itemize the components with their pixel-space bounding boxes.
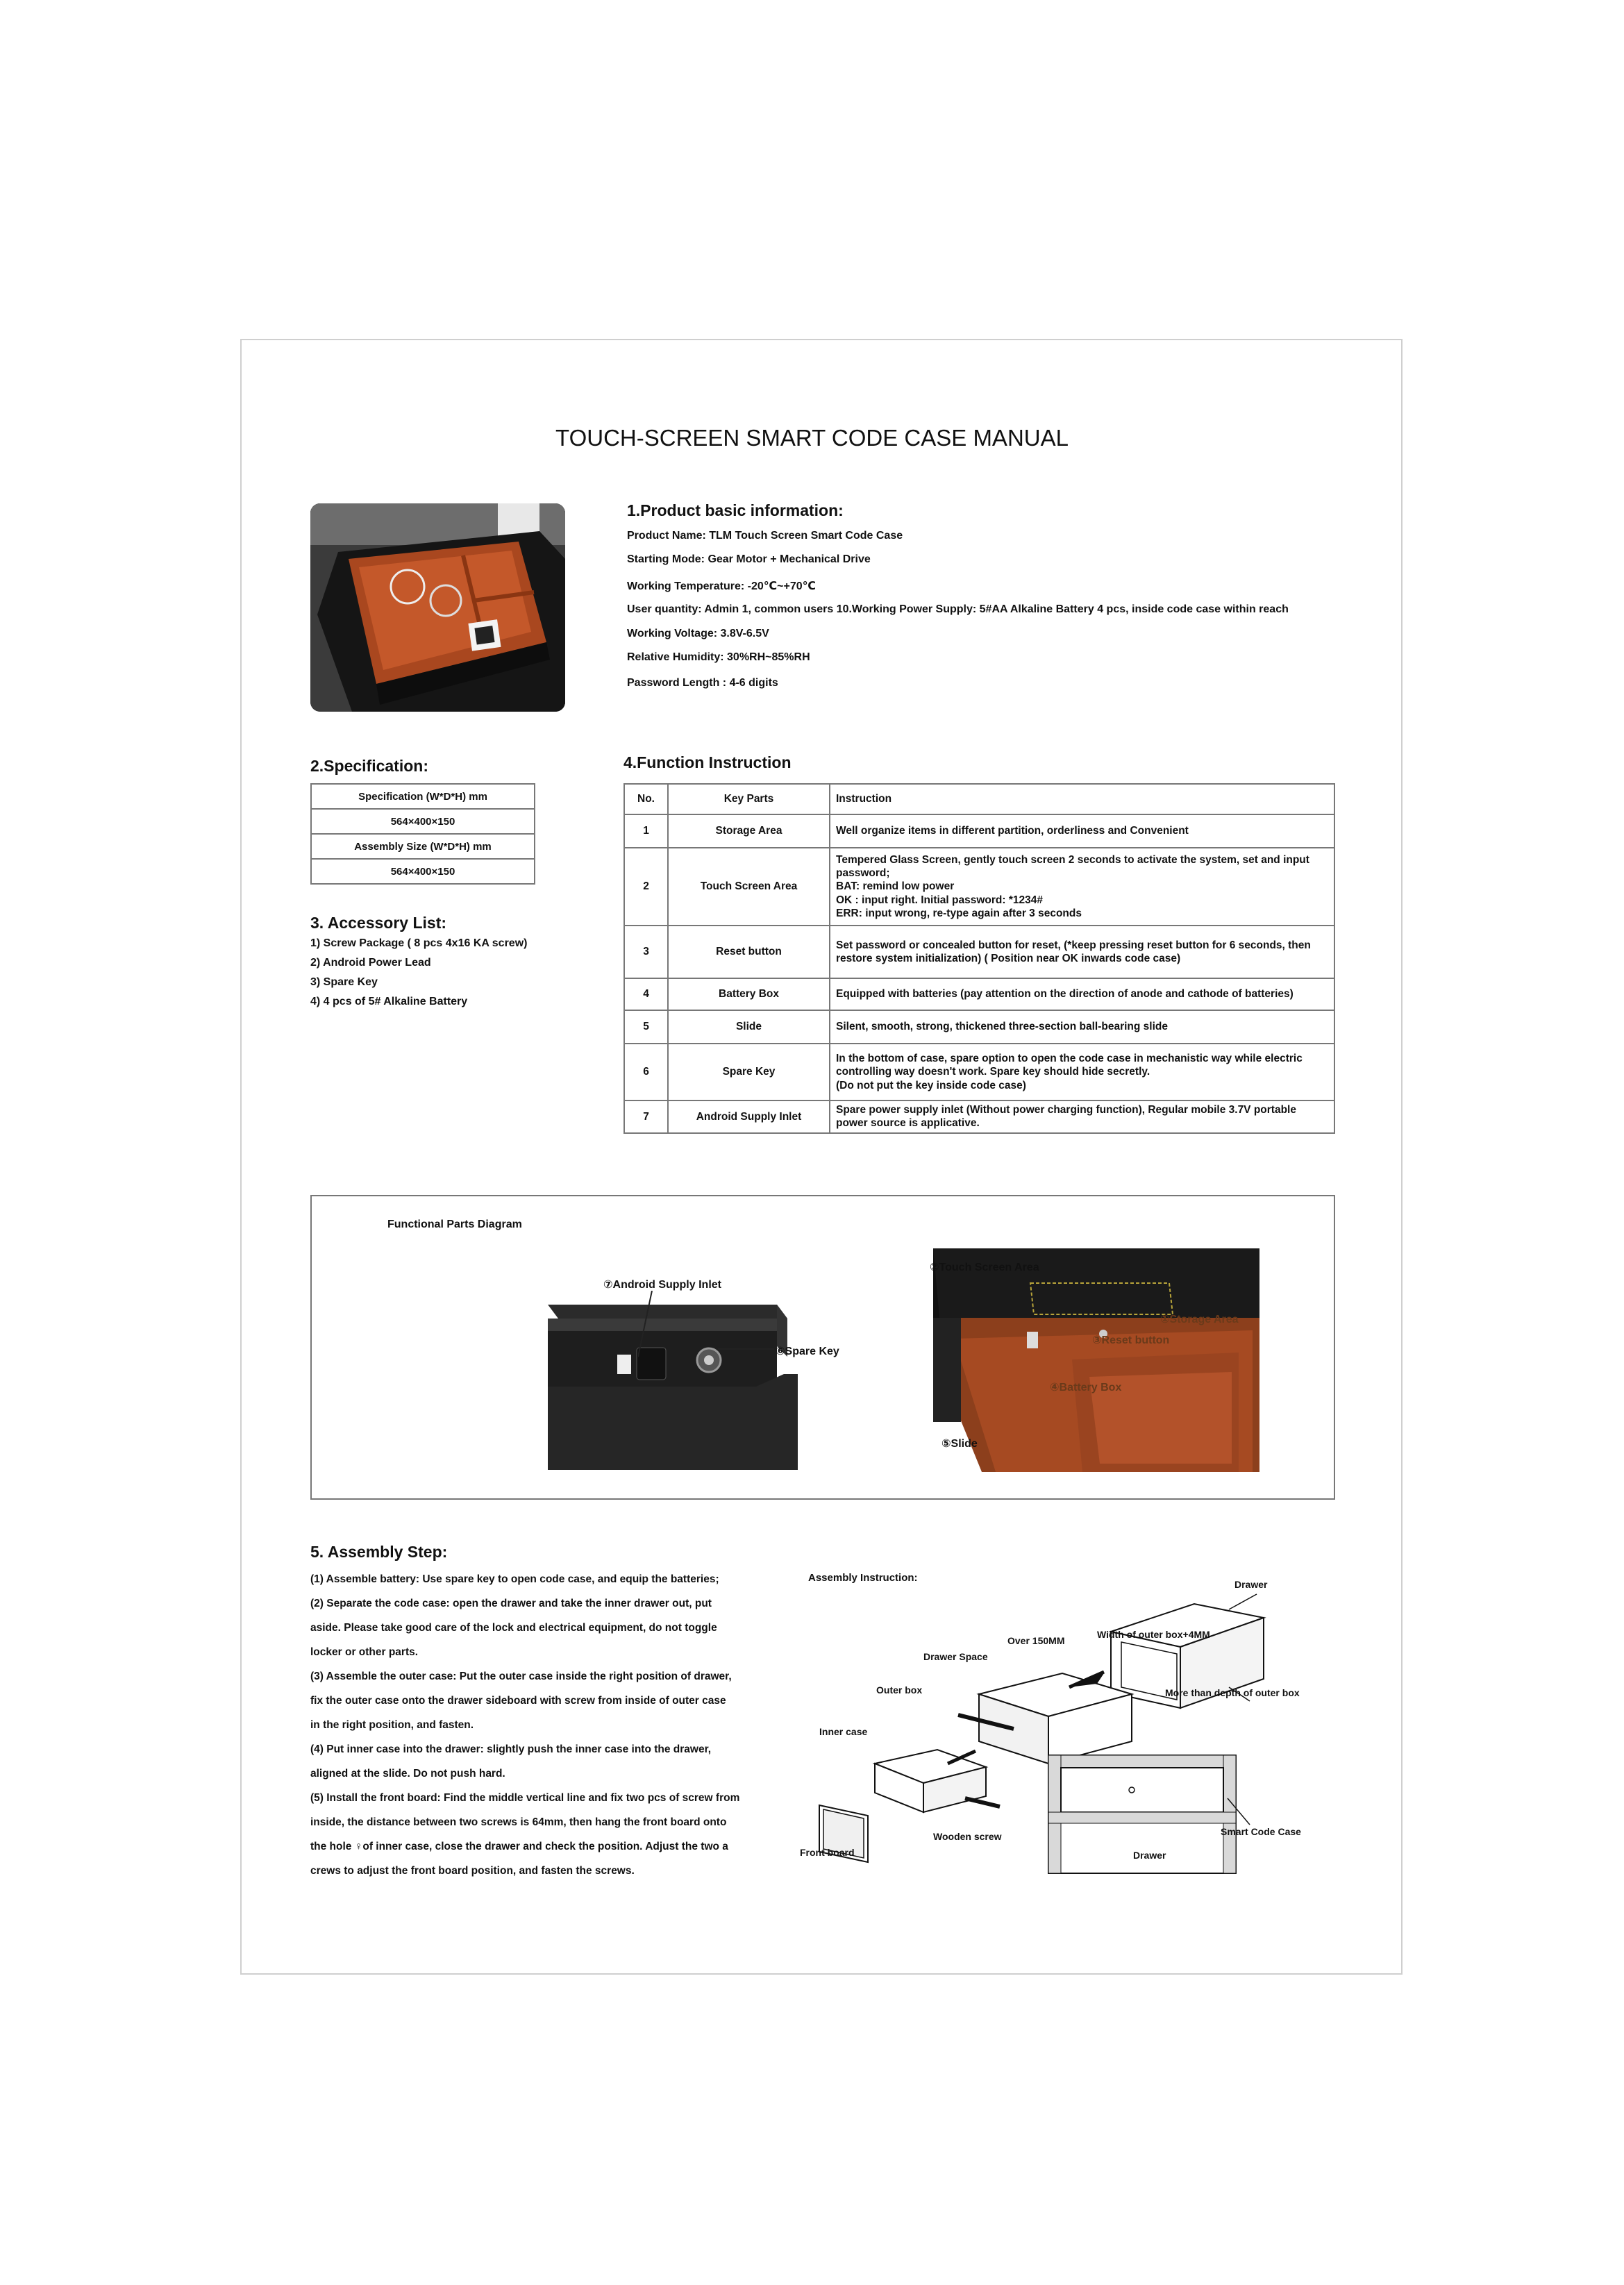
function-no: 6 <box>624 1044 668 1100</box>
label-drawer-bottom: Drawer <box>1133 1850 1166 1861</box>
label-reset-button: ③Reset button <box>1092 1334 1170 1346</box>
accessory-item: 1) Screw Package ( 8 pcs 4x16 KA screw) <box>310 937 528 949</box>
accessory-item: 2) Android Power Lead <box>310 957 431 969</box>
assembly-line: inside, the distance between two screws is 64mm, then hang the front board onto <box>310 1816 727 1828</box>
assembly-line: in the right position, and fasten. <box>310 1719 474 1731</box>
function-part: Spare Key <box>668 1044 830 1100</box>
function-no: 7 <box>624 1100 668 1133</box>
accessory-item: 4) 4 pcs of 5# Alkaline Battery <box>310 996 468 1007</box>
function-no: 3 <box>624 926 668 978</box>
assembly-diagram <box>805 1590 1333 1882</box>
assembly-line: fix the outer case onto the drawer sideboard with screw from inside of outer case <box>310 1695 726 1707</box>
basic-info-line: Product Name: TLM Touch Screen Smart Code Case <box>627 530 903 542</box>
case-open-image <box>933 1248 1259 1472</box>
spec-cell: Assembly Size (W*D*H) mm <box>311 834 535 859</box>
label-outer-box: Outer box <box>876 1684 923 1696</box>
assembly-line: (1) Assemble battery: Use spare key to open code case, and equip the batteries; <box>310 1573 719 1585</box>
label-battery-box: ④Battery Box <box>1050 1382 1122 1393</box>
function-instruction: Tempered Glass Screen, gently touch screen 2 seconds to activate the system, set and input password; BAT: remind low power OK : input right. Initial password: *1234# ERR: input wrong, re-type again after 3 seconds <box>830 848 1334 926</box>
basic-info-line: Password Length : 4-6 digits <box>627 677 778 689</box>
function-instruction: Silent, smooth, strong, thickened three-section ball-bearing slide <box>830 1010 1334 1044</box>
function-instruction: Set password or concealed button for reset, (*keep pressing reset button for 6 seconds, then restore system initialization) ( Position near OK inwards code case) <box>830 926 1334 978</box>
label-android-supply-inlet: ⑦Android Supply Inlet <box>603 1279 721 1291</box>
function-part: Slide <box>668 1010 830 1044</box>
function-table <box>623 783 1335 1134</box>
assembly-line: (4) Put inner case into the drawer: slightly push the inner case into the drawer, <box>310 1743 712 1755</box>
product-photo <box>310 503 565 712</box>
function-instruction: Well organize items in different partition, orderliness and Convenient <box>830 814 1334 848</box>
assembly-line: (3) Assemble the outer case: Put the outer case inside the right position of drawer, <box>310 1671 732 1682</box>
specification-table <box>310 783 535 885</box>
function-instruction: In the bottom of case, spare option to open the code case in mechanistic way while electric controlling way doesn't work. Spare key should hide secretly. (Do not put the key inside code case) <box>830 1044 1334 1100</box>
basic-info-line: Working Temperature: -20℃~+70℃ <box>627 580 817 592</box>
assembly-line: locker or other parts. <box>310 1646 419 1658</box>
function-part: Battery Box <box>668 978 830 1010</box>
label-smart-code-case: Smart Code Case <box>1221 1826 1301 1837</box>
label-width-outer-box: Width of outer box+4MM <box>1097 1629 1210 1640</box>
basic-info-line: Relative Humidity: 30%RH~85%RH <box>627 651 810 663</box>
function-part: Storage Area <box>668 814 830 848</box>
label-drawer-top: Drawer <box>1234 1579 1268 1590</box>
assembly-line: crews to adjust the front board position, and fasten the screws. <box>310 1865 635 1877</box>
basic-info-heading: 1.Product basic information: <box>627 501 844 519</box>
assembly-heading: 5. Assembly Step: <box>310 1543 448 1561</box>
function-instruction: Spare power supply inlet (Without power charging function), Regular mobile 3.7V portable power source is applicative. <box>830 1100 1334 1133</box>
assembly-diagram-title: Assembly Instruction: <box>808 1572 918 1584</box>
function-header: Instruction <box>830 784 1334 814</box>
label-storage-area: ①Storage Area <box>1160 1314 1239 1325</box>
spec-cell: Specification (W*D*H) mm <box>311 784 535 809</box>
diagram-title: Functional Parts Diagram <box>387 1219 522 1230</box>
accessory-item: 3) Spare Key <box>310 976 378 988</box>
function-part: Android Supply Inlet <box>668 1100 830 1133</box>
function-no: 5 <box>624 1010 668 1044</box>
basic-info-line: Working Voltage: 3.8V-6.5V <box>627 628 769 639</box>
function-instruction: Equipped with batteries (pay attention on the direction of anode and cathode of batteries) <box>830 978 1334 1010</box>
label-drawer-space: Drawer Space <box>923 1651 988 1662</box>
function-header: Key Parts <box>668 784 830 814</box>
leader-lines <box>638 1291 791 1360</box>
assembly-line: aside. Please take good care of the lock and electrical equipment, do not toggle <box>310 1622 717 1634</box>
function-no: 1 <box>624 814 668 848</box>
label-inner-case: Inner case <box>819 1726 868 1737</box>
spec-cell: 564×400×150 <box>311 809 535 834</box>
function-part: Touch Screen Area <box>668 848 830 926</box>
function-header: No. <box>624 784 668 814</box>
label-more-than-depth: More than depth of outer box <box>1165 1687 1300 1698</box>
label-slide: ⑤Slide <box>941 1438 978 1450</box>
assembly-line: aligned at the slide. Do not push hard. <box>310 1768 505 1780</box>
function-no: 2 <box>624 848 668 926</box>
spec-cell: 564×400×150 <box>311 859 535 884</box>
basic-info-line: Starting Mode: Gear Motor + Mechanical Drive <box>627 553 871 565</box>
functional-parts-diagram <box>310 1195 1335 1500</box>
function-heading: 4.Function Instruction <box>623 753 792 771</box>
label-touch-screen-area: ②Touch Screen Area <box>930 1262 1039 1273</box>
label-wooden-screw: Wooden screw <box>933 1831 1002 1842</box>
assembly-line: the hole ♀of inner case, close the drawer and check the position. Adjust the two a <box>310 1841 728 1852</box>
function-part: Reset button <box>668 926 830 978</box>
label-spare-key: ⑥Spare Key <box>776 1346 839 1357</box>
accessory-heading: 3. Accessory List: <box>310 914 447 932</box>
page-title: TOUCH-SCREEN SMART CODE CASE MANUAL <box>555 425 1069 451</box>
assembly-line: (5) Install the front board: Find the middle vertical line and fix two pcs of screw from <box>310 1792 740 1804</box>
specification-heading: 2.Specification: <box>310 757 428 775</box>
function-no: 4 <box>624 978 668 1010</box>
basic-info-line: User quantity: Admin 1, common users 10.Working Power Supply: 5#AA Alkaline Battery 4 pcs, inside code case within reach <box>627 603 1289 615</box>
assembly-line: (2) Separate the code case: open the drawer and take the inner drawer out, put <box>310 1598 712 1609</box>
label-front-board: Front board <box>800 1847 855 1858</box>
label-over-150mm: Over 150MM <box>1007 1635 1065 1646</box>
